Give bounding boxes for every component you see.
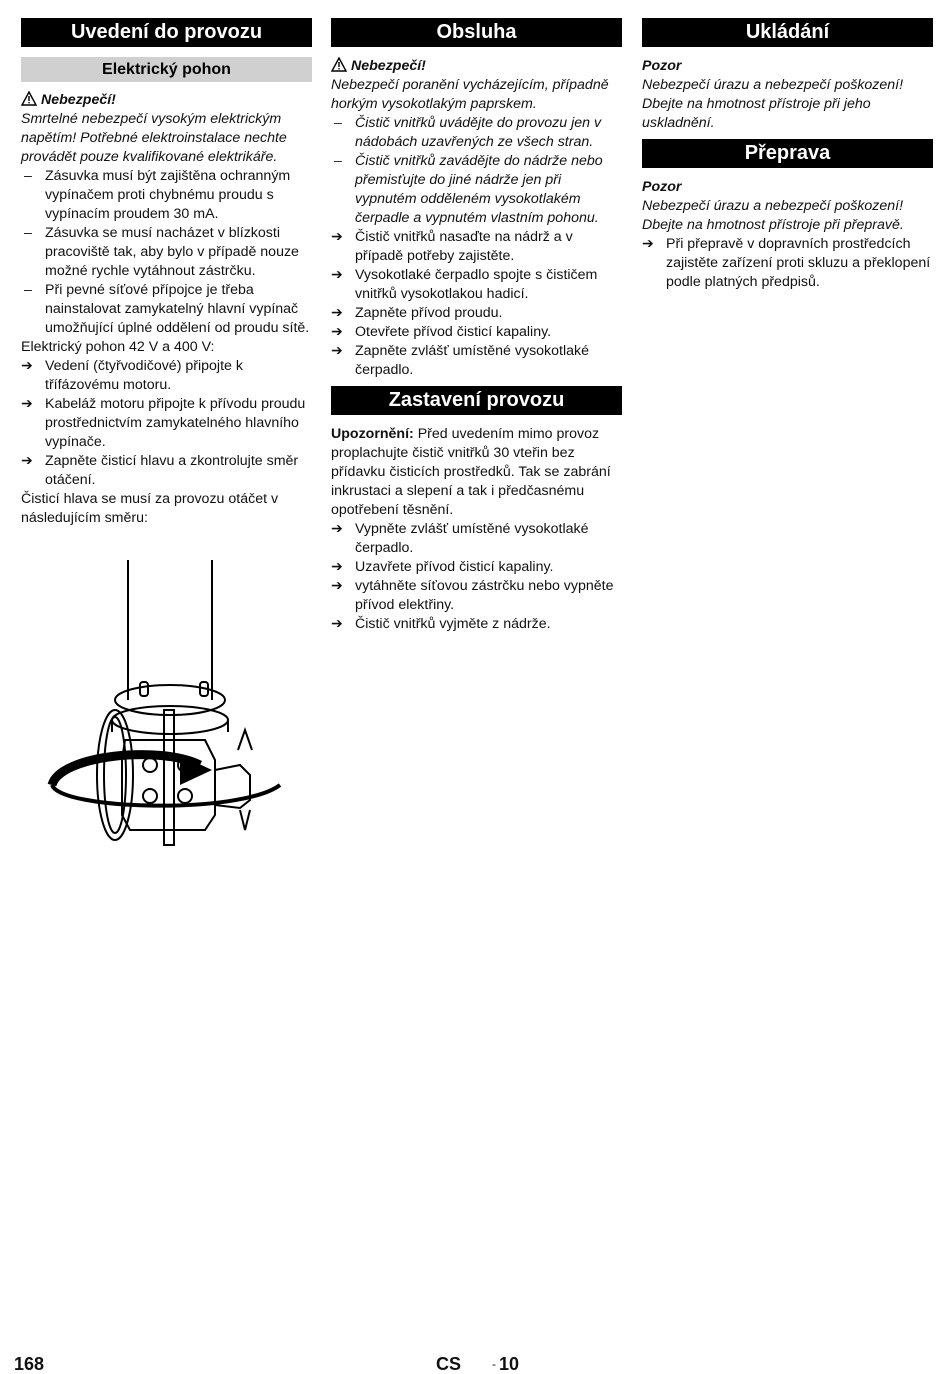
arrow-list bbox=[331, 228, 622, 380]
arrow-right-icon: ➔ bbox=[331, 229, 343, 245]
heading-startup: Uvedení do provozu bbox=[21, 18, 312, 47]
arrow-right-icon: ➔ bbox=[642, 236, 654, 252]
rotation-text: Čisticí hlava se musí za provozu otáčet v následujícím směru: bbox=[21, 491, 279, 526]
drive-text: Elektrický pohon 42 V a 400 V: bbox=[21, 339, 215, 355]
list-item: – Čistič vnitřků uvádějte do provozu jen v nádobách uzavřených ze všech stran. bbox=[334, 115, 602, 150]
list-item: ➔ vytáhněte síťovou zástrčku nebo vypněte přívod elektřiny. bbox=[331, 578, 614, 613]
list-item: ➔ Čistič vnitřků vyjměte z nádrže. bbox=[331, 616, 551, 632]
list-item: ➔ Kabeláž motoru připojte k přívodu proudu prostřednictvím zamykatelného hlavního vypínače. bbox=[21, 396, 306, 450]
dash-list bbox=[21, 167, 312, 338]
arrow-right-icon: ➔ bbox=[331, 616, 343, 632]
warning-text: Smrtelné nebezpečí vysokým elektrickým napětím! Potřebné elektroinstalace nechte provádět pouze kvalifikované elektrikáře. bbox=[21, 111, 287, 165]
arrow-list bbox=[331, 520, 622, 634]
list-item: ➔ Uzavřete přívod čisticí kapaliny. bbox=[331, 559, 554, 575]
list-item: – Zásuvka musí být zajištěna ochranným vypínačem proti chybnému proudu s vypínacím proudem 30 mA. bbox=[24, 168, 291, 222]
list-item: – Zásuvka se musí nacházet v blízkosti pracoviště tak, aby bylo v případě nouze možné rychle vytáhnout zástrčku. bbox=[24, 225, 299, 279]
warning-triangle-icon bbox=[21, 91, 37, 106]
list-item: ➔ Při přepravě v dopravních prostředcích zajistěte zařízení proti skluzu a překlopení podle platných předpisů. bbox=[642, 236, 931, 290]
list-item: ➔ Zapněte zvlášť umístěné vysokotlaké čerpadlo. bbox=[331, 343, 590, 378]
caution-text: Nebezpečí úrazu a nebezpečí poškození! Dbejte na hmotnost přístroje při jeho uskladnění. bbox=[642, 77, 904, 131]
arrow-right-icon: ➔ bbox=[331, 305, 343, 321]
warning-text: Nebezpečí poranění vycházejícím, případně horkým vysokotlakým paprskem. bbox=[331, 77, 609, 112]
warning-triangle-icon bbox=[331, 57, 347, 72]
dash-list bbox=[331, 114, 622, 228]
cleaning-head-illustration bbox=[40, 560, 300, 850]
column-operation bbox=[331, 18, 622, 634]
list-item: ➔ Zapněte čisticí hlavu a zkontrolujte směr otáčení. bbox=[21, 453, 299, 488]
arrow-right-icon: ➔ bbox=[21, 358, 33, 374]
arrow-right-icon: ➔ bbox=[21, 453, 33, 469]
list-item: ➔ Čistič vnitřků nasaďte na nádrž a v případě potřeby zajistěte. bbox=[331, 229, 573, 264]
arrow-right-icon: ➔ bbox=[21, 396, 33, 412]
section-page-number: - 10 bbox=[492, 1354, 520, 1374]
column-storage bbox=[642, 18, 933, 292]
column-startup bbox=[21, 18, 312, 528]
warning-label: Nebezpečí! bbox=[21, 91, 312, 110]
list-item: ➔ Vypněte zvlášť umístěné vysokotlaké čerpadlo. bbox=[331, 521, 589, 556]
note-paragraph: Upozornění: Před uvedením mimo provoz proplachujte čistič vnitřků 30 vteřin bez přídavku čisticích prostředků. Tak se zabrání inkrustaci a slepení a tak i předčasnému opotřebení těsnění. bbox=[331, 426, 611, 518]
list-item: ➔ Vysokotlaké čerpadlo spojte s čističem vnitřků vysokotlakou hadicí. bbox=[331, 267, 598, 302]
arrow-right-icon: ➔ bbox=[331, 267, 343, 283]
heading-storage: Ukládání bbox=[642, 18, 933, 47]
caution-label: Pozor bbox=[642, 58, 682, 74]
caution-label: Pozor bbox=[642, 179, 682, 195]
page-number: 168 bbox=[14, 1354, 45, 1374]
arrow-right-icon: ➔ bbox=[331, 521, 343, 537]
heading-shutdown: Zastavení provozu bbox=[331, 386, 622, 415]
language-code: CS bbox=[436, 1354, 462, 1374]
arrow-list bbox=[642, 235, 933, 292]
arrow-right-icon: ➔ bbox=[331, 578, 343, 594]
heading-operation: Obsluha bbox=[331, 18, 622, 47]
list-item: ➔ Otevřete přívod čisticí kapaliny. bbox=[331, 324, 552, 340]
list-item: ➔ Zapněte přívod proudu. bbox=[331, 305, 503, 321]
list-item: – Při pevné síťové přípojce je třeba nainstalovat zamykatelný hlavní vypínač umožňující úplné oddělení od proudu sítě. bbox=[24, 282, 310, 336]
subheading-electric-drive: Elektrický pohon bbox=[21, 57, 312, 82]
arrow-right-icon: ➔ bbox=[331, 324, 343, 340]
arrow-list bbox=[21, 357, 312, 490]
heading-transport: Přeprava bbox=[642, 139, 933, 168]
warning-label: Nebezpečí! bbox=[331, 57, 622, 76]
list-item: ➔ Vedení (čtyřvodičové) připojte k třífázovému motoru. bbox=[21, 358, 243, 393]
arrow-right-icon: ➔ bbox=[331, 343, 343, 359]
caution-text: Nebezpečí úrazu a nebezpečí poškození! Dbejte na hmotnost přístroje při přepravě. bbox=[642, 198, 904, 233]
list-item: – Čistič vnitřků zavádějte do nádrže nebo přemisťujte do jiné nádrže jen při vypnutém odděleném vysokotlakém čerpadle a vypnutém vlastním pohonu. bbox=[334, 153, 603, 226]
arrow-right-icon: ➔ bbox=[331, 559, 343, 575]
